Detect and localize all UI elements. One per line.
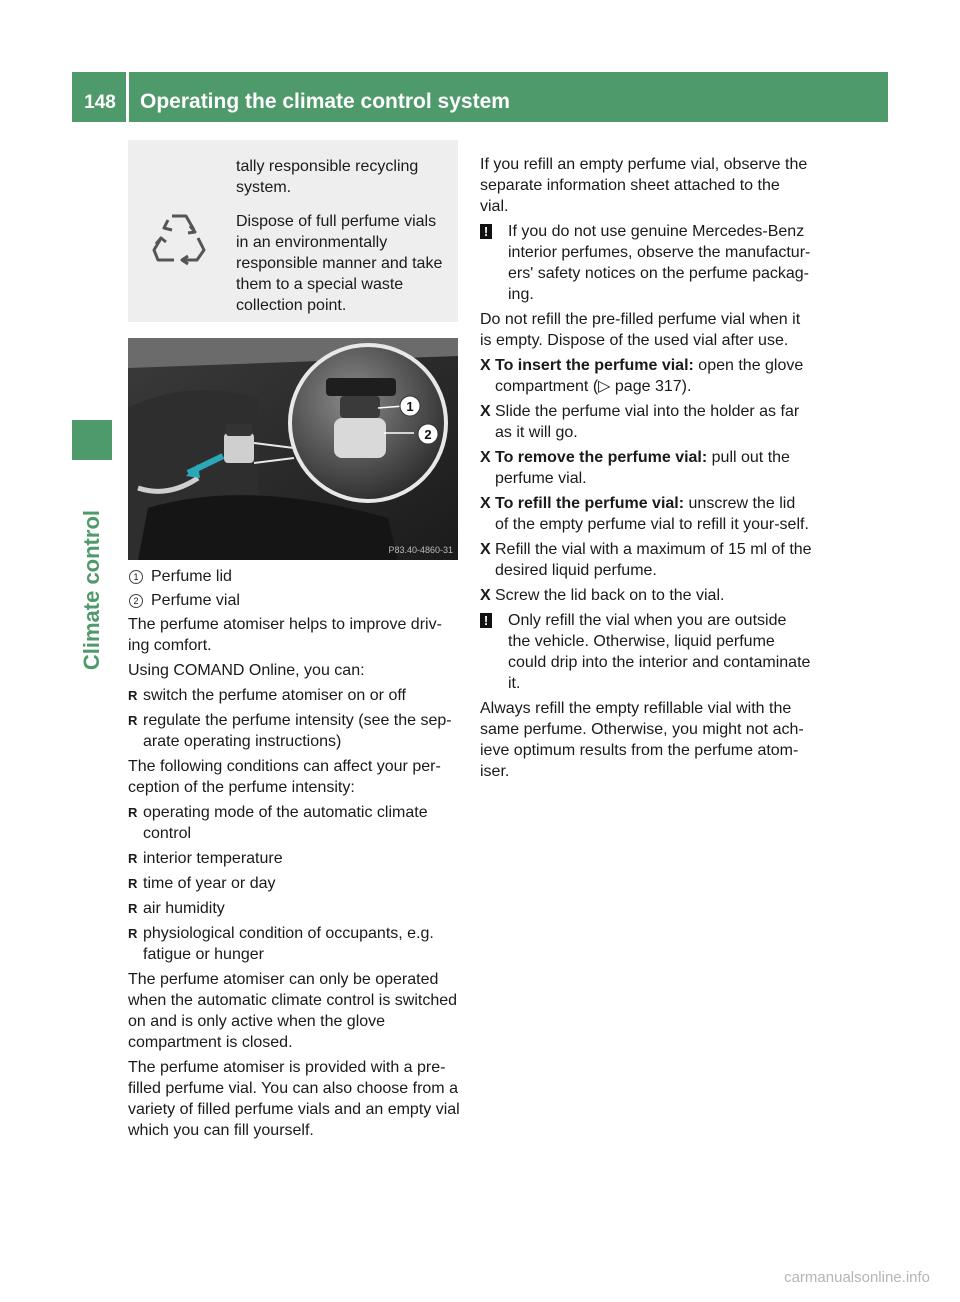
figure-code: P83.40-4860-31 [388, 545, 453, 555]
instruction-step: X To insert the perfume vial: open the glove compartment (▷ page 317). [480, 357, 804, 395]
legend-item [128, 566, 460, 587]
perfume-atomiser-photo [128, 338, 458, 560]
step-arrow-icon: X [480, 357, 491, 374]
conditions-list [128, 802, 460, 965]
notice: ! Only refill the vial when you are outside the vehicle. Otherwise, liquid perfume could drip into the interior and contaminate it. [480, 610, 812, 694]
instruction-step: X Slide the perfume vial into the holder as far as it will go. [480, 403, 800, 441]
page-reference-link[interactable]: page 317 [614, 378, 682, 395]
legend-number: 1 [129, 570, 143, 584]
right-column [480, 154, 812, 786]
list-item: R regulate the perfume intensity (see the sep-arate operating instructions) [128, 712, 452, 750]
recycling-text [236, 156, 448, 329]
instruction-step: X To refill the perfume vial: unscrew the lid of the empty perfume vial to refill it your-self. [480, 495, 809, 533]
feature-list [128, 685, 460, 752]
notice: ! If you do not use genuine Mercedes-Benz interior perfumes, observe the manufactur-ers' safety notices on the perfume packag-ing. [480, 221, 812, 305]
list-item: R air humidity [128, 900, 225, 917]
recycle-icon [148, 206, 210, 268]
paragraph: Always refill the empty refillable vial with the same perfume. Otherwise, you might not ach-ieve optimum results from the perfume atom-iser. [480, 700, 804, 780]
legend-label: Perfume lid [151, 568, 232, 585]
callout-2: 2 [424, 427, 432, 442]
list-item: R switch the perfume atomiser on or off [128, 687, 406, 704]
legend-item [128, 590, 460, 611]
warning-icon: ! [480, 224, 492, 239]
paragraph: Do not refill the pre-filled perfume vial when it is empty. Dispose of the used vial after use. [480, 311, 801, 349]
recycling-text-2: Dispose of full perfume vials in an environmentally responsible manner and take them to a special waste collection point. [236, 213, 443, 314]
watermark: carmanualsonline.info [784, 1269, 930, 1286]
list-item: R interior temperature [128, 850, 283, 867]
instruction-step: X Screw the lid back on to the vial. [480, 587, 725, 604]
legend-label: Perfume vial [151, 592, 240, 609]
page-ref-arrow-icon: ▷ [598, 378, 611, 395]
list-item: R physiological condition of occupants, e.g. fatigue or hunger [128, 925, 434, 963]
side-tab [72, 470, 112, 670]
list-item: R time of year or day [128, 875, 276, 892]
paragraph: The following conditions can affect your per-ception of the perfume intensity: [128, 758, 441, 796]
side-tab-marker [72, 420, 112, 460]
side-tab-label: Climate control [79, 509, 104, 670]
warning-icon: ! [480, 613, 492, 628]
page-number: 148 [84, 92, 116, 113]
list-item: R operating mode of the automatic climate control [128, 804, 428, 842]
paragraph: The perfume atomiser can only be operated when the automatic climate control is switched on and is only active when the glove compartment is closed. [128, 971, 458, 1051]
callout-1: 1 [406, 399, 414, 414]
left-column [128, 566, 460, 1145]
paragraph: The perfume atomiser helps to improve driv-ing comfort. [128, 616, 442, 654]
legend-number: 2 [129, 594, 143, 608]
paragraph: Using COMAND Online, you can: [128, 662, 365, 679]
instruction-step: X Refill the vial with a maximum of 15 ml of the desired liquid perfume. [480, 541, 812, 579]
section-title: Operating the climate control system [140, 90, 510, 113]
recycling-text-1: tally responsible recycling system. [236, 158, 419, 196]
paragraph: If you refill an empty perfume vial, observe the separate information sheet attached to the vial. [480, 156, 808, 215]
paragraph: The perfume atomiser is provided with a pre-filled perfume vial. You can also choose from a variety of filled perfume vials and an empty vial which you can fill yourself. [128, 1059, 460, 1139]
header-divider [126, 72, 129, 122]
instruction-step: X To remove the perfume vial: pull out the perfume vial. [480, 449, 790, 487]
recycling-note-box [128, 140, 458, 322]
